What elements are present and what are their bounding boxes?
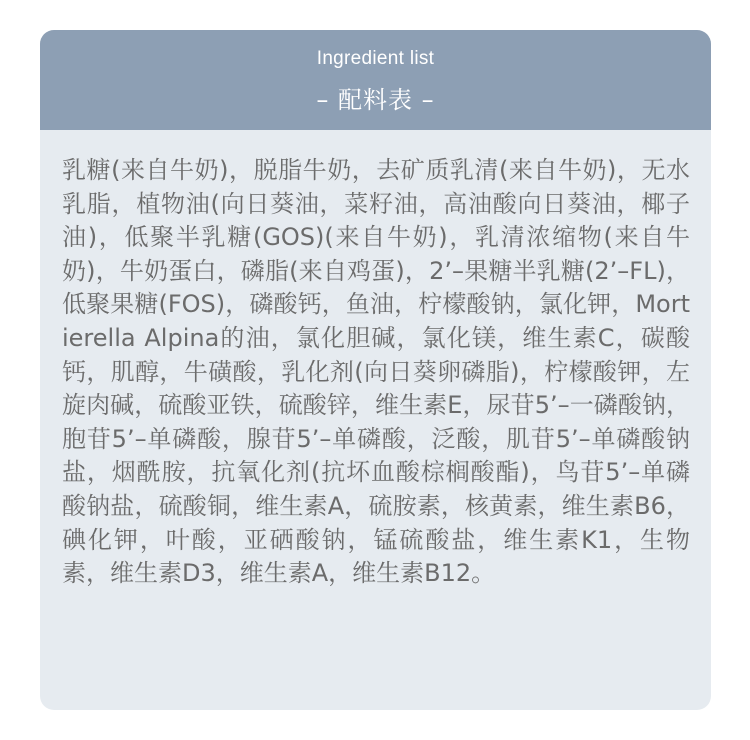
ingredient-list-card — [40, 30, 711, 710]
header-title-chinese: – 配料表 – — [316, 86, 435, 114]
header-title-english: Ingredient list — [316, 48, 435, 69]
ingredients-text: 乳糖(来自牛奶)，脱脂牛奶，去矿质乳清(来自牛奶)，无水乳脂，植物油(向日葵油，菜籽油，高油酸向日葵油，椰子油)，低聚半乳糖(GOS)(来自牛奶)，乳清浓缩物(来自牛奶)，牛奶蛋白，磷脂(来自鸡蛋)，2’–果糖半乳糖(2’–FL)，低聚果糖(FOS)，磷酸钙，鱼油，柠檬酸钠，氯化钾，Mortierella Alpina的油，氯化胆碱，氯化镁，维生素C，碳酸钙，肌醇，牛磺酸，乳化剂(向日葵卵磷脂)，柠檬酸钾，左旋肉碱，硫酸亚铁，硫酸锌，维生素E，尿苷5’–一磷酸钠，胞苷5’–单磷酸，腺苷5’–单磷酸，泛酸，肌苷5’–单磷酸钠盐，烟酰胺，抗氧化剂(抗坏血酸棕榈酸酯)，鸟苷5’–单磷酸钠盐，硫酸铜，维生素A，硫胺素，核黄素，维生素B6，碘化钾，叶酸，亚硒酸钠，锰硫酸盐，维生素K1，生物素，维生素D3，维生素A，维生素B12。 — [62, 156, 690, 588]
card-header — [40, 30, 711, 130]
